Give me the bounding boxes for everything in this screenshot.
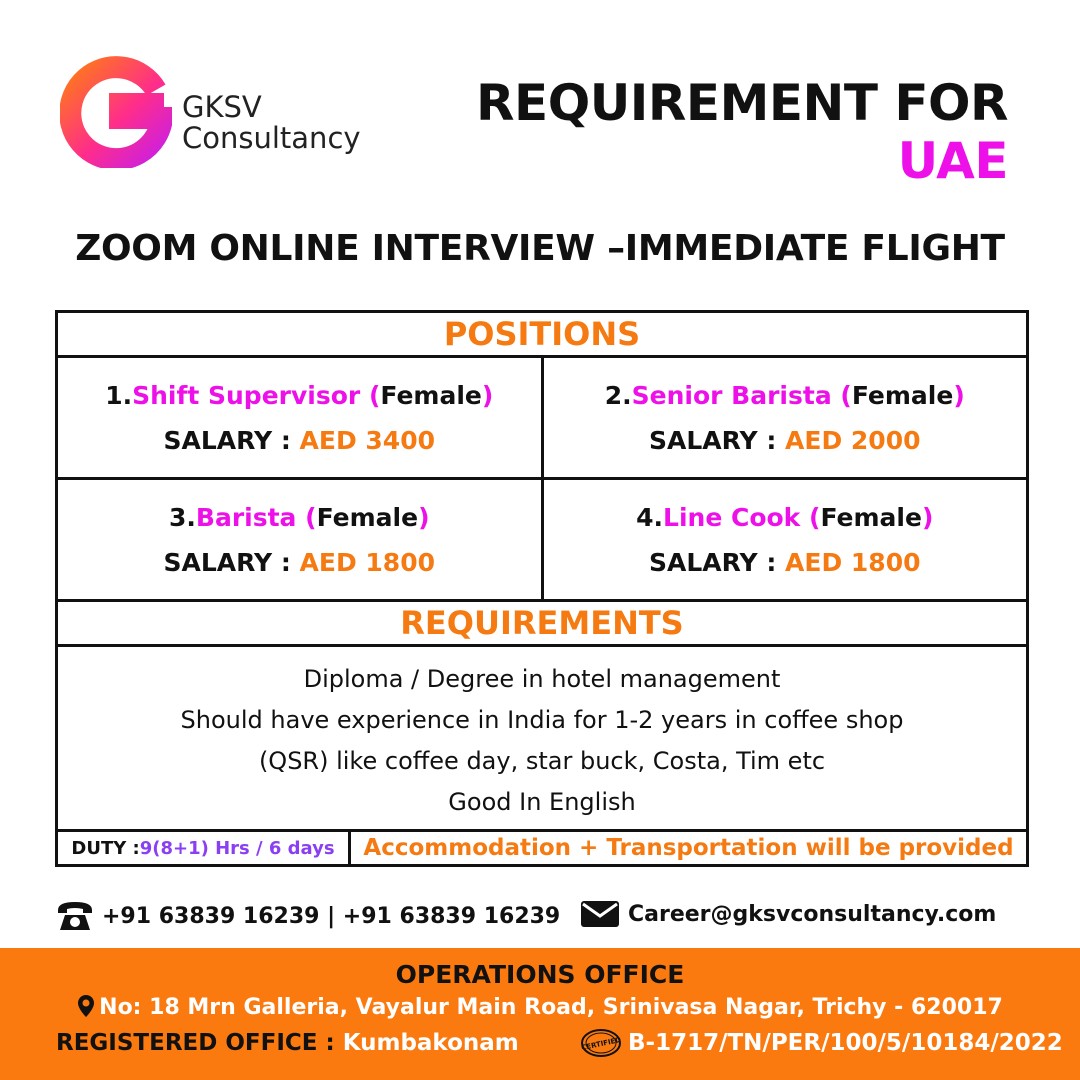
license-text: B-1717/TN/PER/100/5/10184/2022	[628, 1030, 1063, 1056]
registered-value: Kumbakonam	[342, 1030, 519, 1056]
salary-label: SALARY :	[649, 547, 786, 577]
operations-office-title: OPERATIONS OFFICE	[395, 960, 685, 989]
salary-line	[58, 548, 541, 577]
duty-value: 9(8+1) Hrs / 6 days	[139, 837, 335, 859]
salary-value: AED 3400	[299, 425, 435, 455]
salary-label: SALARY :	[649, 425, 786, 455]
position-title	[544, 381, 1027, 410]
address-text: No: 18 Mrn Galleria, Vayalur Main Road, Srinivasa Nagar, Trichy - 620017	[99, 995, 1003, 1020]
paren-close: )	[418, 502, 430, 532]
salary-label: SALARY :	[163, 547, 300, 577]
footer-bar	[0, 948, 1080, 1080]
salary-value: AED 1800	[299, 547, 435, 577]
requirement-item: Diploma / Degree in hotel management	[303, 665, 781, 693]
certified-stamp-icon	[580, 1028, 622, 1058]
position-number: 2.	[604, 380, 632, 410]
g-logo-icon	[60, 56, 172, 168]
position-gender: Female	[820, 502, 922, 532]
license-number	[580, 1028, 1063, 1058]
requirement-item: Should have experience in India for 1-2 years in coffee shop	[180, 706, 904, 734]
salary-line	[58, 426, 541, 455]
paren-close: )	[921, 502, 934, 532]
position-gender: Female	[316, 502, 419, 532]
phone-number[interactable]: +91 63839 16239 | +91 63839 16239	[102, 903, 561, 929]
title-text: REQUIREMENT FOR	[476, 74, 1008, 132]
salary-label: SALARY :	[163, 425, 300, 455]
position-role: Senior Barista	[631, 380, 832, 410]
position-role: Line Cook	[663, 502, 801, 532]
position-number: 4.	[636, 502, 664, 532]
paren-close: )	[953, 380, 965, 410]
brand-line-1: GKSV	[182, 90, 262, 124]
location-pin-icon	[77, 994, 95, 1018]
salary-value: AED 1800	[785, 547, 921, 577]
brand-line-2: Consultancy	[182, 121, 361, 155]
requirements-list	[58, 647, 1026, 832]
duty-row	[58, 832, 1026, 864]
duty-hours	[58, 832, 351, 864]
stamp-text: CERTIFIED	[580, 1035, 622, 1053]
interview-subtitle: ZOOM ONLINE INTERVIEW –IMMEDIATE FLIGHT	[75, 228, 1005, 269]
email-contact	[580, 900, 996, 928]
duty-label: DUTY :	[71, 837, 140, 859]
position-number: 1.	[105, 380, 133, 410]
registered-label: REGISTERED OFFICE :	[56, 1030, 343, 1056]
position-title	[58, 381, 541, 410]
position-title	[58, 503, 541, 532]
salary-value: AED 2000	[785, 425, 921, 455]
paren-open: (	[809, 502, 821, 532]
paren-open: (	[368, 380, 381, 410]
requirement-item: Good In English	[448, 788, 636, 816]
position-gender: Female	[851, 380, 954, 410]
position-role: Barista	[195, 502, 297, 532]
position-card	[541, 358, 1027, 477]
position-title	[544, 503, 1027, 532]
position-role: Shift Supervisor	[132, 380, 361, 410]
paren-open: (	[840, 380, 852, 410]
salary-line	[544, 426, 1027, 455]
requirement-item: (QSR) like coffee day, star buck, Costa, Tim etc	[258, 747, 826, 775]
office-address	[0, 994, 1080, 1020]
position-number: 3.	[169, 502, 196, 532]
salary-line	[544, 548, 1027, 577]
phone-contact	[56, 900, 560, 932]
position-card	[58, 480, 541, 599]
job-table	[55, 310, 1029, 867]
position-gender: Female	[380, 380, 482, 410]
positions-row-1	[58, 358, 1026, 480]
positions-row-2	[58, 480, 1026, 602]
position-card	[58, 358, 541, 477]
page-title	[476, 74, 1008, 190]
registered-office	[56, 1030, 519, 1056]
paren-open: (	[305, 502, 317, 532]
benefits-text: Accommodation + Transportation will be provided	[363, 835, 1014, 861]
mail-icon	[580, 900, 620, 928]
brand-name	[182, 92, 361, 154]
paren-close: )	[481, 380, 494, 410]
positions-heading: POSITIONS	[58, 313, 1026, 358]
position-card	[541, 480, 1027, 599]
requirements-heading: REQUIREMENTS	[58, 602, 1026, 647]
phone-icon	[56, 900, 94, 932]
email-address[interactable]: Career@gksvconsultancy.com	[628, 901, 997, 927]
country-text: UAE	[897, 132, 1008, 190]
